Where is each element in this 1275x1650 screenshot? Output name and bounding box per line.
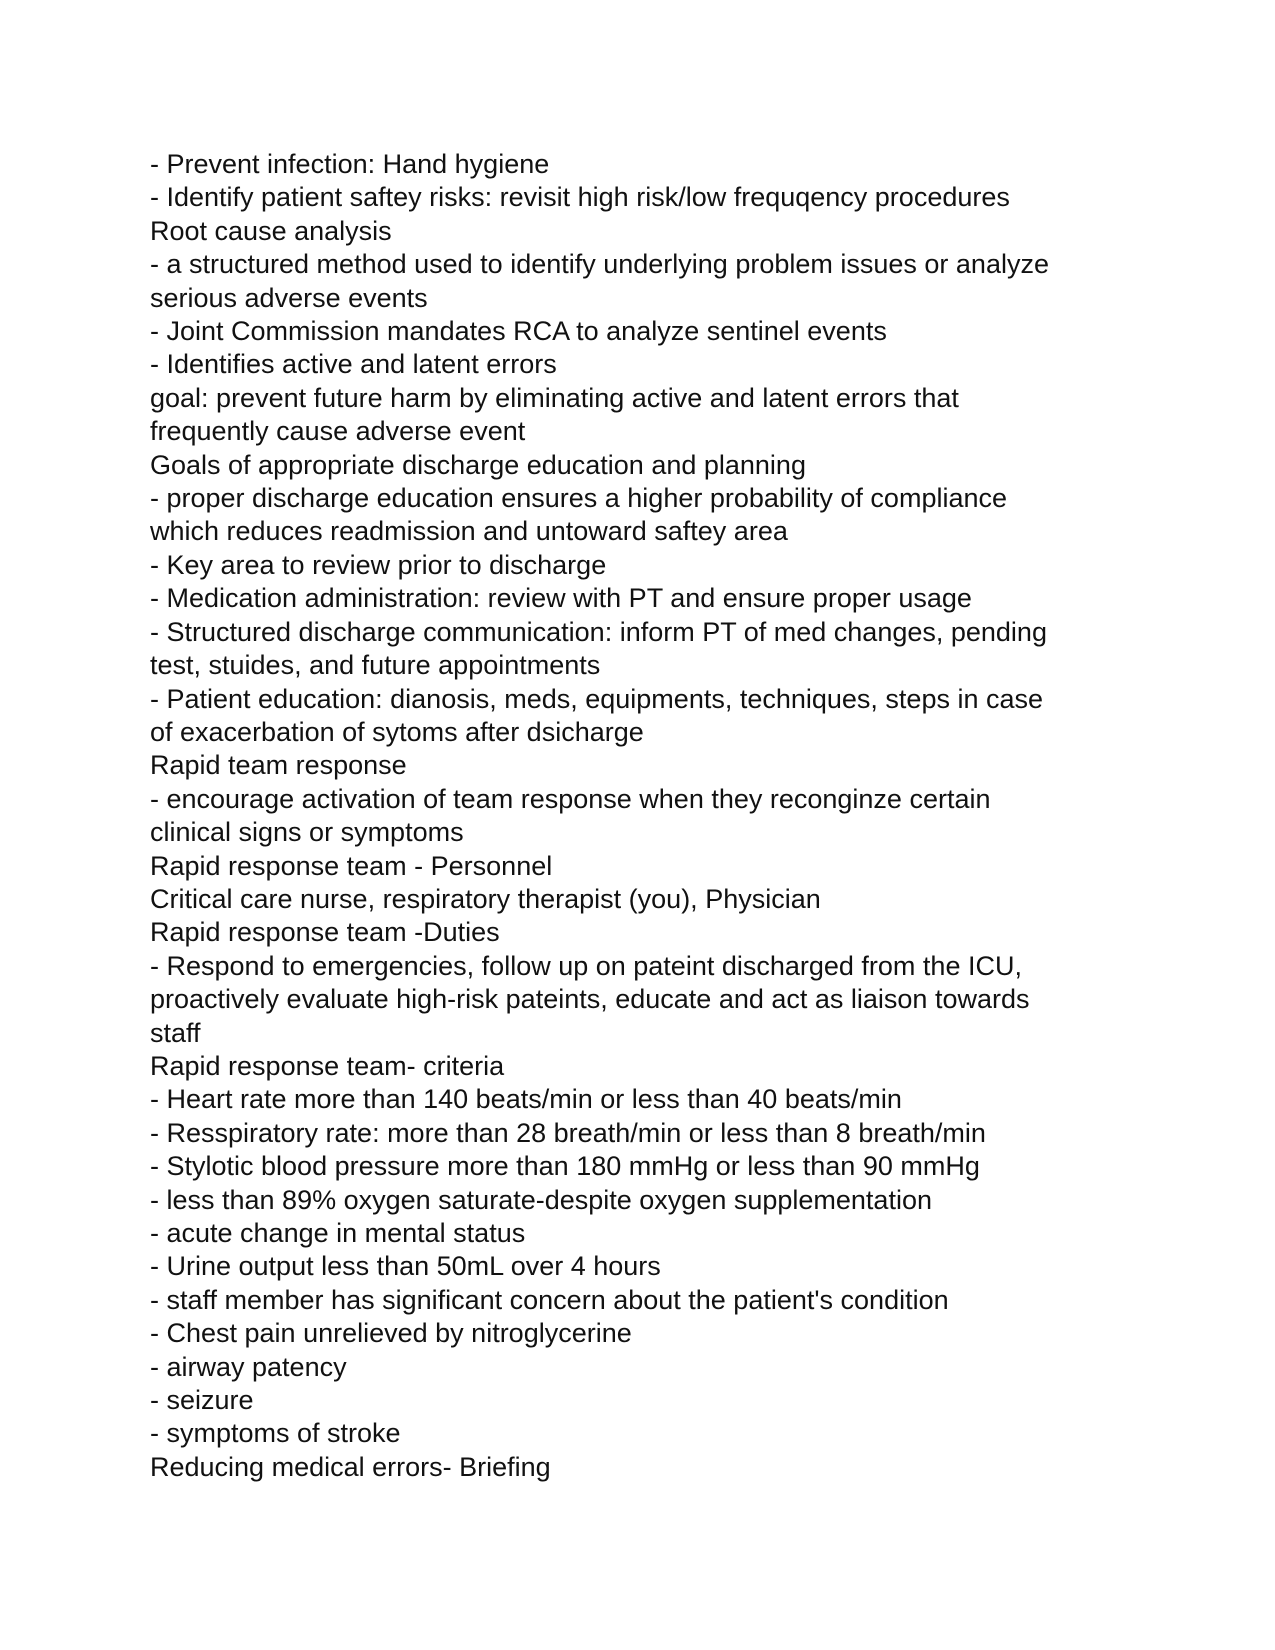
text-line: - Urine output less than 50mL over 4 hours	[150, 1251, 661, 1282]
text-line: goal: prevent future harm by eliminating active and latent errors that	[150, 382, 959, 413]
text-line: serious adverse events	[150, 282, 428, 313]
text-line: Critical care nurse, respiratory therapist (you), Physician	[150, 883, 821, 914]
text-line: proactively evaluate high-risk pateints, educate and act as liaison towards	[150, 984, 1030, 1015]
text-line: - Medication administration: review with PT and ensure proper usage	[150, 583, 972, 614]
text-line: - proper discharge education ensures a higher probability of compliance	[150, 483, 1007, 514]
text-line: - Heart rate more than 140 beats/min or less than 40 beats/min	[150, 1084, 902, 1115]
text-line: - seizure	[150, 1385, 254, 1416]
text-line: - airway patency	[150, 1351, 347, 1382]
text-line: - less than 89% oxygen saturate-despite oxygen supplementation	[150, 1184, 932, 1215]
text-line: - Patient education: dianosis, meds, equipments, techniques, steps in case	[150, 683, 1044, 714]
text-line: of exacerbation of sytoms after dsicharge	[150, 716, 644, 747]
text-line: - staff member has significant concern about the patient's condition	[150, 1284, 949, 1315]
section-heading: Rapid response team - Personnel	[150, 850, 553, 881]
text-line: - acute change in mental status	[150, 1218, 526, 1248]
text-line: clinical signs or symptoms	[150, 817, 464, 848]
section-heading: Goals of appropriate discharge education and planning	[150, 449, 806, 480]
text-line: - Identifies active and latent errors	[150, 349, 557, 380]
section-heading: Rapid response team -Duties	[150, 917, 500, 948]
text-line: which reduces readmission and untoward saftey area	[150, 516, 788, 547]
section-heading: Rapid response team- criteria	[150, 1050, 505, 1081]
text-line: - Resspiratory rate: more than 28 breath/min or less than 8 breath/min	[150, 1117, 986, 1148]
text-line: - a structured method used to identify underlying problem issues or analyze	[150, 249, 1049, 280]
section-heading: Reducing medical errors- Briefing	[150, 1451, 551, 1482]
text-line: - Stylotic blood pressure more than 180 mmHg or less than 90 mmHg	[150, 1151, 980, 1182]
section-heading: Root cause analysis	[150, 215, 392, 246]
text-line: test, stuides, and future appointments	[150, 650, 601, 681]
text-line: staff	[150, 1017, 201, 1048]
text-line: frequently cause adverse event	[150, 416, 526, 447]
text-line: - Prevent infection: Hand hygiene	[150, 149, 550, 179]
text-line: - Structured discharge communication: inform PT of med changes, pending	[150, 616, 1047, 647]
text-line: - symptoms of stroke	[150, 1418, 401, 1449]
text-line: - Key area to review prior to discharge	[150, 549, 607, 580]
text-line: - Chest pain unrelieved by nitroglycerine	[150, 1318, 632, 1349]
text-line: - Joint Commission mandates RCA to analyze sentinel events	[150, 316, 887, 347]
text-line: - encourage activation of team response when they reconginze certain	[150, 783, 991, 814]
section-heading: Rapid team response	[150, 750, 407, 781]
document-text	[150, 148, 1130, 1484]
text-line: - Identify patient saftey risks: revisit high risk/low frequqency procedures	[150, 182, 1010, 213]
text-line: - Respond to emergencies, follow up on pateint discharged from the ICU,	[150, 950, 1022, 981]
